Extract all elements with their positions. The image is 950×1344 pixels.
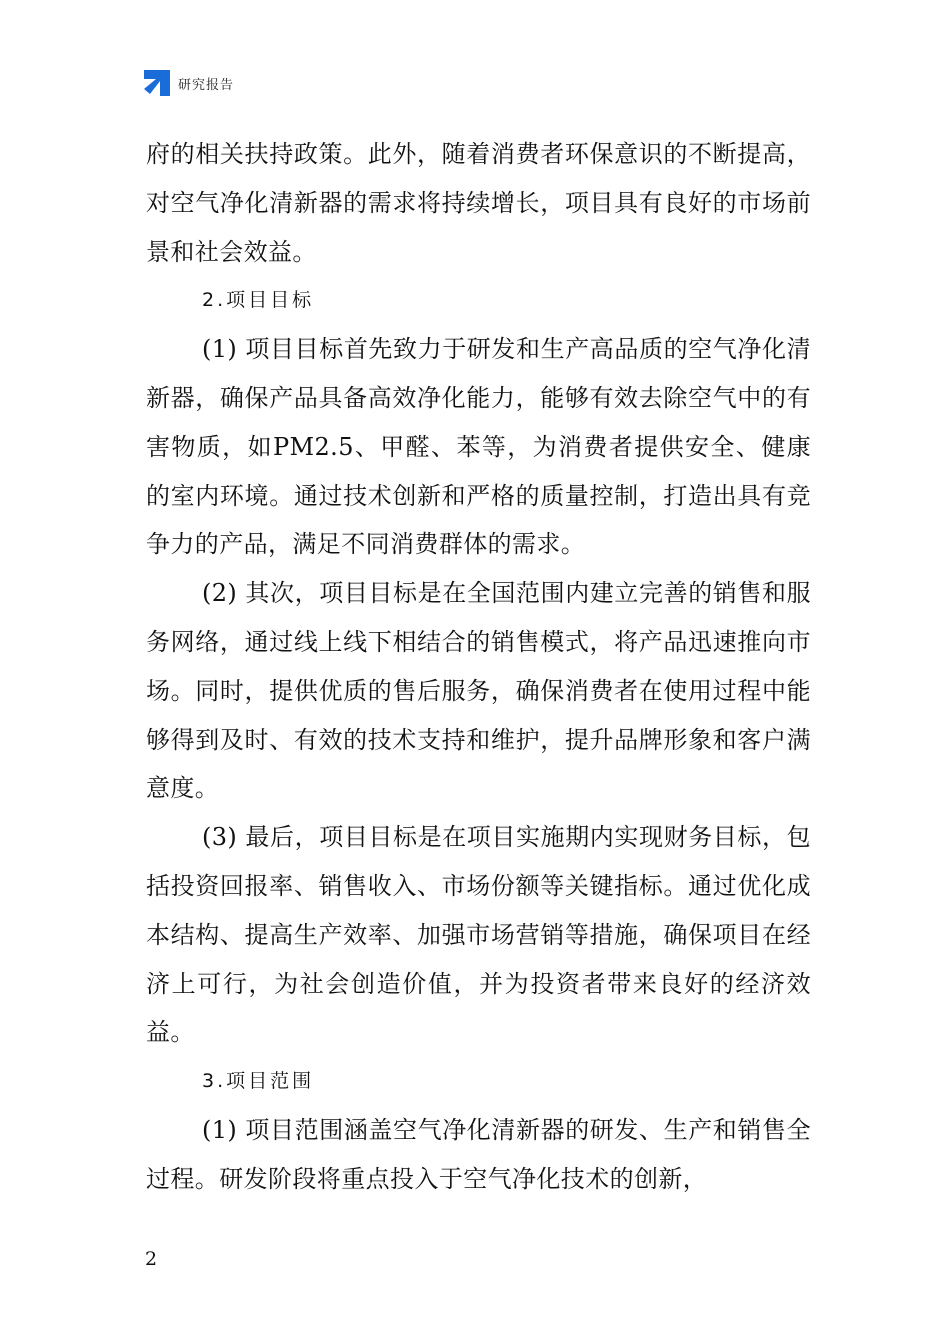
section-heading-project-goals: 2.项目目标 xyxy=(202,289,315,312)
document-body xyxy=(146,130,811,1204)
arrow-up-right-icon xyxy=(144,70,170,96)
goal-paragraph-2: (2) 其次，项目目标是在全国范围内建立完善的销售和服务网络，通过线上线下相结合的销售模式，将产品迅速推向市场。同时，提供优质的售后服务，确保消费者在使用过程中能够得到及时、有效的技术支持和维护，提升品牌形象和客户满意度。 xyxy=(146,579,811,803)
scope-paragraph-1: (1) 项目范围涵盖空气净化清新器的研发、生产和销售全过程。研发阶段将重点投入于空气净化技术的创新， xyxy=(146,1115,811,1193)
goal-paragraph-1: (1) 项目目标首先致力于研发和生产高品质的空气净化清新器，确保产品具备高效净化能力，能够有效去除空气中的有害物质，如PM2.5、甲醛、苯等，为消费者提供安全、健康的室内环境。通过技术创新和严格的质量控制，打造出具有竞争力的产品，满足不同消费群体的需求。 xyxy=(146,335,811,559)
goal-paragraph-3: (3) 最后，项目目标是在项目实施期内实现财务目标，包括投资回报率、销售收入、市场份额等关键指标。通过优化成本结构、提高生产效率、加强市场营销等措施，确保项目在经济上可行，为社会创造价值，并为投资者带来良好的经济效益。 xyxy=(146,823,811,1047)
report-header xyxy=(144,70,234,96)
continuation-paragraph: 府的相关扶持政策。此外，随着消费者环保意识的不断提高，对空气净化清新器的需求将持续增长，项目具有良好的市场前景和社会效益。 xyxy=(146,140,811,266)
page-number: 2 xyxy=(145,1248,158,1270)
header-title: 研究报告 xyxy=(178,77,235,93)
section-heading-project-scope: 3.项目范围 xyxy=(202,1070,315,1093)
